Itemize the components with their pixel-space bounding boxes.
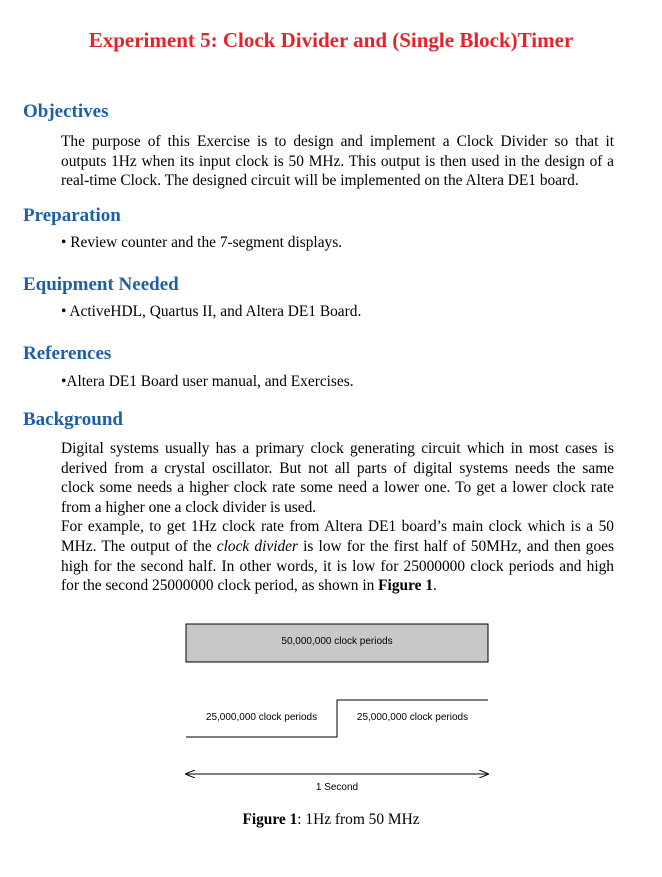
- background-line-1: Digital systems usually has a primary clock generating circuit which in most cases is: [61, 440, 614, 457]
- one-second-label: 1 Second: [315, 782, 359, 793]
- clock-divider-emphasis: clock divider: [216, 537, 298, 555]
- references-heading: References: [23, 343, 112, 364]
- preparation-bullet: • Review counter and the 7-segment displays.: [61, 234, 343, 251]
- preparation-heading: Preparation: [23, 205, 121, 226]
- high-half-label: 25,000,000 clock periods: [356, 712, 469, 723]
- background-line-6: MHz. The output of the clock divider is low for the first half of 50MHz, and then goes: [61, 537, 614, 555]
- references-bullet: •Altera DE1 Board user manual, and Exercises.: [61, 373, 354, 390]
- equipment-heading: Equipment Needed: [23, 274, 179, 295]
- figure-reference: Figure 1: [378, 577, 434, 595]
- figure-caption: Figure 1: 1Hz from 50 MHz: [242, 811, 420, 828]
- equipment-bullet: • ActiveHDL, Quartus II, and Altera DE1 Board.: [61, 303, 362, 320]
- objectives-line-3: real-time Clock. The designed circuit will be implemented on the Altera DE1 board.: [61, 172, 579, 190]
- background-heading: Background: [23, 409, 123, 430]
- objectives-heading: Objectives: [23, 101, 109, 122]
- objectives-line-2: outputs 1Hz when its input clock is 50 MHz. This output is then used in the design of a: [61, 152, 614, 170]
- page-title: Experiment 5: Clock Divider and (Single Block)Timer: [88, 28, 574, 52]
- objectives-line-1: The purpose of this Exercise is to design and implement a Clock Divider so that it: [61, 133, 614, 150]
- background-line-4: from a higher one a clock divider is used.: [61, 498, 317, 516]
- background-line-3: clock some needs a higher clock rate some need a lower one. To get a lower clock rate: [61, 479, 614, 497]
- background-line-7: high for the second half. In other words, it is low for 25000000 clock periods and high: [61, 557, 614, 575]
- top-box-label: 50,000,000 clock periods: [281, 636, 393, 647]
- background-line-2: derived from a crystal oscillator. But not all parts of digital systems needs the same: [61, 459, 614, 477]
- background-line-8: for the second 25000000 clock period, as shown in Figure 1.: [61, 577, 437, 595]
- low-half-label: 25,000,000 clock periods: [205, 712, 318, 723]
- background-line-5: For example, to get 1Hz clock rate from Altera DE1 board’s main clock which is a 50: [61, 518, 614, 536]
